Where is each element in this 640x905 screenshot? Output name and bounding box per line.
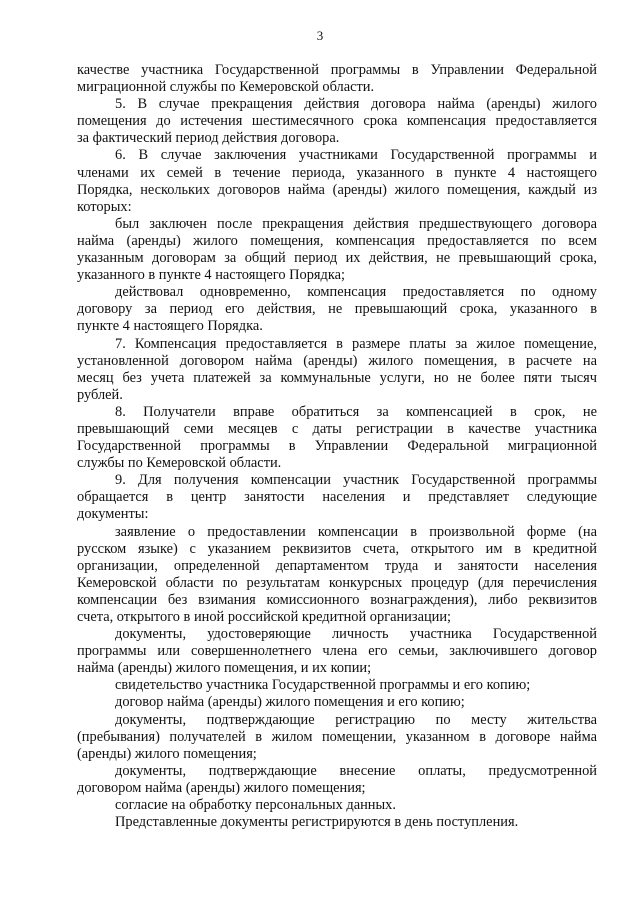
paragraph [77, 712, 597, 763]
paragraph-line: помещения до истечения шестимесячного срока компенсация предоставляется [77, 113, 597, 130]
paragraph-line: найма (аренды) жилого помещения, и их копии; [77, 660, 372, 677]
paragraph-line: службы по Кемеровской области. [77, 455, 282, 472]
paragraph-line: 9. Для получения компенсации участник Государственной программы [115, 472, 597, 489]
paragraph-line: миграционной службы по Кемеровской области. [77, 79, 375, 96]
paragraph-line: компенсации без взимания комиссионного вознаграждения), либо реквизитов [77, 591, 597, 608]
paragraph [77, 147, 597, 215]
paragraph-line: Государственной программы в Управлении Федеральной миграционной [77, 438, 597, 455]
document-body [77, 62, 597, 831]
paragraph [77, 763, 597, 797]
paragraph-line: указанного в пункте 4 настоящего Порядка; [77, 267, 346, 284]
paragraph-line: Представленные документы регистрируются в день поступления. [115, 814, 519, 831]
paragraph [77, 524, 597, 627]
paragraph [77, 96, 597, 147]
paragraph-line: 7. Компенсация предоставляется в размере платы за жилое помещение, [115, 335, 597, 352]
paragraph-line: за фактический период действия договора. [77, 130, 340, 147]
paragraph [77, 694, 597, 711]
paragraph-line: качестве участника Государственной программы в Управлении Федеральной [77, 62, 597, 78]
paragraph [77, 404, 597, 472]
paragraph-line: свидетельство участника Государственной программы и его копию; [115, 677, 531, 694]
paragraph [77, 216, 597, 284]
paragraph [77, 336, 597, 404]
paragraph-line: обращается в центр занятости населения и представляет следующие [77, 489, 597, 506]
paragraph-line: программы или совершеннолетнего члена его семьи, заключившего договор [77, 643, 597, 660]
paragraph-line: Кемеровской области по результатам конкурсных процедур (для перечисления [77, 574, 597, 591]
paragraph-line: согласие на обработку персональных данных. [115, 797, 396, 814]
paragraph-line: договору за период его действия, не превышающий срока, указанного в [77, 301, 597, 318]
paragraph [77, 814, 597, 831]
paragraph-line: установленной договором найма (аренды) жилого помещения, в расчете на [77, 352, 597, 369]
paragraph-line: организации, определенной департаментом труда и занятости населения [77, 557, 597, 574]
paragraph-line: договором найма (аренды) жилого помещения; [77, 779, 366, 796]
paragraph-line: членами их семей в течение периода, указанного в пункте 4 настоящего [77, 164, 597, 181]
paragraph-line: действовал одновременно, компенсация предоставляется по одному [115, 284, 597, 301]
paragraph-line: указанным договорам за общий период их действия, не превышающий срока, [77, 250, 597, 267]
paragraph-line: был заключен после прекращения действия предшествующего договора [115, 215, 597, 232]
paragraph-line: (пребывания) получателей в жилом помещении, указанном в договоре найма [77, 728, 597, 745]
paragraph [77, 62, 597, 96]
paragraph [77, 284, 597, 335]
paragraph-line: русском языке) с указанием реквизитов счета, открытого им в кредитной [77, 540, 597, 557]
paragraph-line: документы, подтверждающие внесение оплаты, предусмотренной [115, 762, 597, 779]
paragraph-line: заявление о предоставлении компенсации в произвольной форме (на [115, 523, 597, 540]
paragraph [77, 472, 597, 523]
page-number: 3 [316, 28, 324, 43]
paragraph-line: документы, подтверждающие регистрацию по месту жительства [115, 711, 597, 728]
paragraph-line: рублей. [77, 386, 123, 403]
paragraph-line: (аренды) жилого помещения; [77, 745, 257, 762]
paragraph [77, 626, 597, 677]
paragraph-line: 8. Получатели вправе обратиться за компенсацией в срок, не [115, 403, 597, 420]
paragraph-line: Порядка, нескольких договоров найма (аренды) жилого помещения, каждый из [77, 181, 597, 198]
paragraph-line: превышающий семи месяцев с даты регистрации в качестве участника [77, 420, 597, 437]
paragraph [77, 797, 597, 814]
paragraph-line: 5. В случае прекращения действия договора найма (аренды) жилого [115, 96, 597, 113]
paragraph-line: документы: [77, 506, 149, 523]
paragraph-line: которых: [77, 198, 132, 215]
paragraph-line: договор найма (аренды) жилого помещения и его копию; [115, 694, 465, 711]
paragraph-line: пункте 4 настоящего Порядка. [77, 318, 263, 335]
paragraph-line: 6. В случае заключения участниками Государственной программы и [115, 147, 597, 164]
paragraph-line: найма (аренды) жилого помещения, компенсация предоставляется по всем [77, 232, 597, 249]
paragraph [77, 677, 597, 694]
paragraph-line: счета, открытого в иной российской кредитной организации; [77, 609, 452, 625]
paragraph-line: документы, удостоверяющие личность участника Государственной [115, 626, 597, 643]
paragraph-line: месяц без учета платежей за коммунальные услуги, но не более пяти тысяч [77, 369, 597, 386]
